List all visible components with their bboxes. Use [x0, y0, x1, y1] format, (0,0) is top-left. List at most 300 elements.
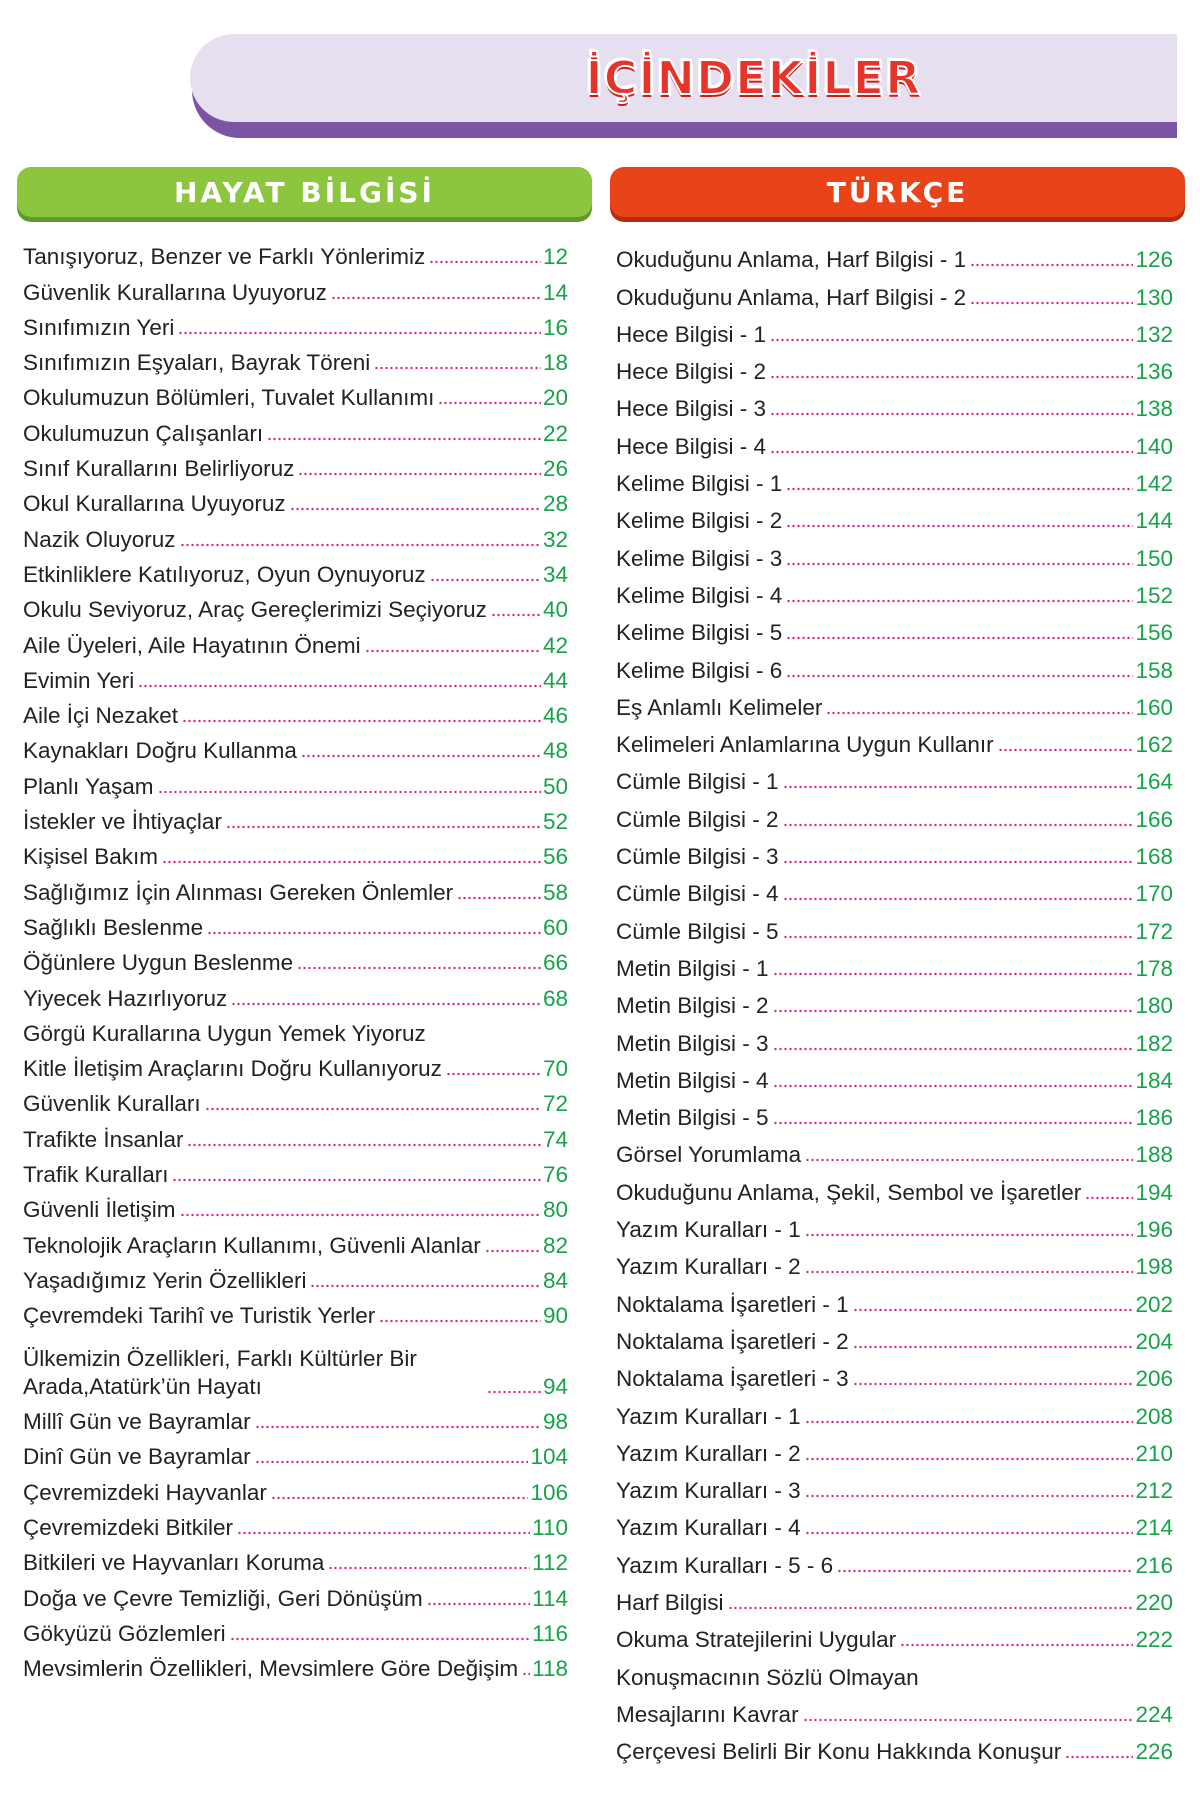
toc-entry-title: İstekler ve İhtiyaçlar: [23, 809, 222, 835]
toc-entry-page-number: 32: [542, 526, 568, 552]
toc-entry-page-number: 40: [542, 597, 568, 623]
dot-leader: [331, 295, 541, 301]
dot-leader: [786, 523, 1133, 529]
toc-entry[interactable]: [23, 1083, 568, 1118]
toc-entry[interactable]: [616, 1095, 1173, 1132]
toc-entry-title: Çevremdeki Tarihî ve Turistik Yerler: [23, 1303, 376, 1329]
toc-entry-page-number: 178: [1135, 955, 1173, 981]
toc-entry-title: Noktalama İşaretleri - 1: [616, 1291, 849, 1317]
toc-entry-title: Okulumuzun Çalışanları: [23, 420, 264, 446]
toc-entry-page-number: 198: [1135, 1254, 1173, 1280]
toc-entry-title: Okuduğunu Anlama, Harf Bilgisi - 1: [616, 247, 967, 273]
dot-leader: [226, 824, 541, 830]
toc-entry-page-number: 72: [542, 1091, 568, 1117]
toc-entry-page-number: 202: [1135, 1291, 1173, 1317]
dot-leader: [805, 1493, 1134, 1499]
toc-entry[interactable]: [616, 722, 1173, 759]
dot-leader: [207, 930, 541, 936]
toc-entry-page-number: 46: [542, 703, 568, 729]
dot-leader: [522, 1671, 530, 1677]
toc-entry[interactable]: [23, 377, 568, 412]
toc-entry[interactable]: [616, 946, 1173, 983]
toc-entry-title: Yiyecek Hazırlıyoruz: [23, 985, 228, 1011]
toc-entry[interactable]: [23, 1048, 568, 1083]
toc-entry-title: Cümle Bilgisi - 5: [616, 918, 779, 944]
toc-entry[interactable]: [616, 871, 1173, 908]
toc-entry-page-number: 118: [532, 1656, 568, 1682]
toc-entry-page-number: 224: [1135, 1701, 1173, 1727]
dot-leader: [487, 1389, 541, 1395]
toc-entry[interactable]: [616, 647, 1173, 684]
toc-entry-title: Okulu Seviyoruz, Araç Gereçlerimizi Seçiyoruz: [23, 597, 487, 623]
dot-leader: [271, 1495, 529, 1501]
toc-entry-title: Cümle Bilgisi - 4: [616, 881, 779, 907]
toc-entry-title: Konuşmacının Sözlü Olmayan: [616, 1664, 919, 1690]
dot-leader: [1085, 1195, 1133, 1201]
toc-entry[interactable]: [23, 977, 568, 1012]
toc-entry-title: Teknolojik Araçların Kullanımı, Güvenli Alanlar: [23, 1232, 481, 1258]
toc-entry-page-number: 112: [532, 1550, 568, 1576]
toc-entry-page-number: 136: [1135, 359, 1173, 385]
toc-entry[interactable]: [616, 1207, 1173, 1244]
toc-entry[interactable]: [23, 448, 568, 483]
toc-entry[interactable]: [23, 801, 568, 836]
toc-entry[interactable]: [616, 498, 1173, 535]
toc-entry[interactable]: [616, 386, 1173, 423]
toc-entry-title: Eş Anlamlı Kelimeler: [616, 694, 823, 720]
toc-entry-title: Güvenlik Kurallarına Uyuyoruz: [23, 279, 327, 305]
page-title: İÇİNDEKİLER: [585, 51, 922, 105]
toc-entry-page-number: 16: [542, 314, 568, 340]
toc-entry[interactable]: [23, 1118, 568, 1153]
toc-entry-title: Kelime Bilgisi - 2: [616, 508, 783, 534]
toc-list-hayat-bilgisi: [23, 236, 568, 1683]
toc-entry[interactable]: [23, 730, 568, 765]
toc-entry-title: Dinî Gün ve Bayramlar: [23, 1444, 251, 1470]
toc-entry-title: Mevsimlerin Özellikleri, Mevsimlere Göre Değişim: [23, 1656, 519, 1682]
dot-leader: [773, 1008, 1134, 1014]
toc-entry-page-number: 50: [542, 773, 568, 799]
toc-entry-title: Hece Bilgisi - 2: [616, 359, 767, 385]
toc-entry-title: Sınıf Kurallarını Belirliyoruz: [23, 456, 295, 482]
toc-entry[interactable]: [616, 1505, 1173, 1542]
dot-leader: [786, 598, 1133, 604]
toc-entry-title: Okulumuzun Bölümleri, Tuvalet Kullanımı: [23, 385, 435, 411]
toc-entry[interactable]: [23, 518, 568, 553]
toc-entry[interactable]: [616, 1281, 1173, 1318]
toc-entry-title: Yazım Kuralları - 2: [616, 1254, 801, 1280]
toc-entry-title: Doğa ve Çevre Temizliği, Geri Dönüşüm: [23, 1585, 423, 1611]
toc-entry-title: Sınıfımızın Yeri: [23, 314, 175, 340]
toc-entry-title: Okuduğunu Anlama, Harf Bilgisi - 2: [616, 284, 967, 310]
toc-entry-page-number: 210: [1135, 1440, 1173, 1466]
toc-entry[interactable]: [616, 461, 1173, 498]
toc-entry[interactable]: [616, 423, 1173, 460]
toc-entry[interactable]: [23, 695, 568, 730]
toc-entry-title: Görsel Yorumlama: [616, 1142, 802, 1168]
toc-entry-title: Aile Üyeleri, Aile Hayatının Önemi: [23, 632, 361, 658]
toc-entry-page-number: 216: [1135, 1552, 1173, 1578]
toc-entry[interactable]: [23, 1436, 568, 1471]
toc-entry-page-number: 74: [542, 1126, 568, 1152]
toc-entry-page-number: 110: [532, 1514, 568, 1540]
toc-entry[interactable]: [23, 660, 568, 695]
toc-entry[interactable]: [23, 1507, 568, 1542]
toc-entry-title: Görgü Kurallarına Uygun Yemek Yiyoruz: [23, 1020, 426, 1046]
dot-leader: [805, 1232, 1134, 1238]
toc-entry[interactable]: [616, 1020, 1173, 1057]
toc-entry-title: Kelime Bilgisi - 5: [616, 620, 783, 646]
toc-entry-page-number: 222: [1135, 1627, 1173, 1653]
toc-entry-title: Okul Kurallarına Uyuyoruz: [23, 491, 286, 517]
toc-entry[interactable]: [616, 1654, 1173, 1691]
toc-entry-title: Cümle Bilgisi - 3: [616, 844, 779, 870]
dot-leader: [231, 1001, 541, 1007]
toc-entry[interactable]: [616, 1692, 1173, 1729]
toc-entry-page-number: 76: [542, 1162, 568, 1188]
dot-leader: [786, 486, 1133, 492]
toc-entry-page-number: 66: [542, 950, 568, 976]
toc-entry-title: Gökyüzü Gözlemleri: [23, 1620, 226, 1646]
dot-leader: [446, 1071, 541, 1077]
toc-entry[interactable]: [23, 1295, 568, 1330]
toc-entry-title: Sınıfımızın Eşyaları, Bayrak Töreni: [23, 350, 371, 376]
dot-leader: [491, 612, 541, 618]
toc-entry[interactable]: [23, 907, 568, 942]
dot-leader: [180, 1212, 541, 1218]
toc-entry-page-number: 152: [1135, 582, 1173, 608]
dot-leader: [457, 895, 541, 901]
toc-entry-page-number: 18: [542, 350, 568, 376]
toc-entry-title: Kelime Bilgisi - 4: [616, 582, 783, 608]
toc-entry-title: Noktalama İşaretleri - 3: [616, 1366, 849, 1392]
toc-entry-page-number: 84: [542, 1267, 568, 1293]
dot-leader: [297, 965, 541, 971]
toc-entry[interactable]: [23, 1224, 568, 1259]
toc-entry-title: Cümle Bilgisi - 2: [616, 806, 779, 832]
toc-entry-title: Güvenli İletişim: [23, 1197, 176, 1223]
toc-entry-page-number: 144: [1135, 508, 1173, 534]
toc-entry-title: Kitle İletişim Araçlarını Doğru Kullanıyoruz: [23, 1056, 442, 1082]
toc-entry[interactable]: [23, 765, 568, 800]
toc-entry[interactable]: [23, 589, 568, 624]
toc-entry-page-number: 106: [530, 1479, 568, 1505]
dot-leader: [805, 1456, 1134, 1462]
toc-entry[interactable]: [616, 535, 1173, 572]
toc-entry[interactable]: [23, 1577, 568, 1612]
dot-leader: [178, 330, 541, 336]
toc-entry[interactable]: [23, 942, 568, 977]
toc-entry-page-number: 140: [1135, 433, 1173, 459]
toc-list-turkce: [616, 237, 1173, 1766]
toc-entry-title: Evimin Yeri: [23, 667, 135, 693]
toc-entry[interactable]: [23, 1013, 568, 1048]
toc-entry-title: Kelime Bilgisi - 6: [616, 657, 783, 683]
toc-entry-page-number: 44: [542, 667, 568, 693]
toc-entry-title: Trafikte İnsanlar: [23, 1126, 184, 1152]
toc-entry-page-number: 194: [1135, 1179, 1173, 1205]
dot-leader: [172, 1177, 541, 1183]
toc-entry[interactable]: [23, 554, 568, 589]
dot-leader: [998, 747, 1134, 753]
toc-entry[interactable]: [616, 983, 1173, 1020]
toc-entry-title: Metin Bilgisi - 3: [616, 1030, 769, 1056]
dot-leader: [328, 1565, 530, 1571]
toc-entry-title: Hece Bilgisi - 1: [616, 321, 767, 347]
toc-entry-page-number: 160: [1135, 694, 1173, 720]
toc-entry[interactable]: [616, 1468, 1173, 1505]
toc-entry[interactable]: [616, 1319, 1173, 1356]
toc-entry-page-number: 156: [1135, 620, 1173, 646]
toc-entry-title: Metin Bilgisi - 4: [616, 1067, 769, 1093]
dot-leader: [837, 1568, 1133, 1574]
toc-entry-page-number: 68: [542, 985, 568, 1011]
toc-entry-title: Metin Bilgisi - 5: [616, 1105, 769, 1131]
toc-entry-page-number: 98: [542, 1409, 568, 1435]
dot-leader: [255, 1459, 529, 1465]
toc-entry-title: Harf Bilgisi: [616, 1589, 724, 1615]
dot-leader: [310, 1283, 541, 1289]
toc-entry-title: Kelimeleri Anlamlarına Uygun Kullanır: [616, 732, 994, 758]
toc-entry-title: Metin Bilgisi - 1: [616, 955, 769, 981]
toc-entry[interactable]: [616, 1580, 1173, 1617]
toc-entry-page-number: 168: [1135, 844, 1173, 870]
dot-leader: [853, 1344, 1134, 1350]
toc-entry-page-number: 82: [542, 1232, 568, 1258]
toc-entry[interactable]: [616, 573, 1173, 610]
toc-entry[interactable]: [23, 1260, 568, 1295]
toc-entry[interactable]: [616, 1617, 1173, 1654]
toc-entry-title: Millî Gün ve Bayramlar: [23, 1409, 251, 1435]
toc-entry[interactable]: [23, 236, 568, 271]
toc-entry[interactable]: [616, 1542, 1173, 1579]
dot-leader: [180, 542, 541, 548]
toc-entry-page-number: 166: [1135, 806, 1173, 832]
toc-entry-title: Yazım Kuralları - 2: [616, 1440, 801, 1466]
toc-entry-page-number: 188: [1135, 1142, 1173, 1168]
dot-leader: [187, 1142, 540, 1148]
toc-entry-title: Etkinliklere Katılıyoruz, Oyun Oynuyoruz: [23, 561, 426, 587]
dot-leader: [783, 784, 1134, 790]
dot-leader: [429, 259, 541, 265]
toc-entry[interactable]: [616, 1244, 1173, 1281]
dot-leader: [365, 648, 541, 654]
toc-entry[interactable]: [616, 834, 1173, 871]
toc-entry-page-number: 204: [1135, 1328, 1173, 1354]
toc-entry-page-number: 70: [542, 1056, 568, 1082]
toc-entry[interactable]: [23, 1648, 568, 1683]
dot-leader: [783, 934, 1134, 940]
toc-entry-page-number: 170: [1135, 881, 1173, 907]
dot-leader: [230, 1636, 531, 1642]
dot-leader: [485, 1248, 541, 1254]
toc-entry-title: Güvenlik Kuralları: [23, 1091, 201, 1117]
toc-entry[interactable]: [616, 274, 1173, 311]
toc-entry[interactable]: [616, 610, 1173, 647]
toc-entry-page-number: 212: [1135, 1478, 1173, 1504]
dot-leader: [301, 753, 541, 759]
toc-entry-page-number: 138: [1135, 396, 1173, 422]
toc-entry-title: Yazım Kuralları - 3: [616, 1478, 801, 1504]
toc-entry-title: Çerçevesi Belirli Bir Konu Hakkında Konuşur: [616, 1739, 1062, 1765]
toc-entry-page-number: 184: [1135, 1067, 1173, 1093]
toc-entry-page-number: 42: [542, 632, 568, 658]
toc-entry-title: Hece Bilgisi - 4: [616, 433, 767, 459]
toc-entry-title: Okuma Stratejilerini Uygular: [616, 1627, 897, 1653]
toc-entry-page-number: 158: [1135, 657, 1173, 683]
toc-entry-page-number: 126: [1135, 247, 1173, 273]
dot-leader: [805, 1419, 1134, 1425]
toc-entry-title: Çevremizdeki Hayvanlar: [23, 1479, 267, 1505]
dot-leader: [805, 1269, 1134, 1275]
dot-leader: [853, 1381, 1134, 1387]
toc-entry[interactable]: [616, 1393, 1173, 1430]
toc-entry[interactable]: [23, 1154, 568, 1189]
dot-leader: [770, 374, 1133, 380]
toc-entry[interactable]: [23, 836, 568, 871]
toc-entry[interactable]: [616, 759, 1173, 796]
toc-entry[interactable]: [616, 685, 1173, 722]
toc-entry-page-number: 132: [1135, 321, 1173, 347]
toc-entry-title: Cümle Bilgisi - 1: [616, 769, 779, 795]
dot-leader: [773, 971, 1134, 977]
toc-entry-title: Tanışıyoruz, Benzer ve Farklı Yönlerimiz: [23, 244, 426, 270]
toc-entry-title: Planlı Yaşam: [23, 773, 154, 799]
dot-leader: [770, 411, 1133, 417]
dot-leader: [182, 718, 541, 724]
toc-entry-title: Kelime Bilgisi - 1: [616, 471, 783, 497]
toc-entry-page-number: 162: [1135, 732, 1173, 758]
toc-entry-page-number: 104: [530, 1444, 568, 1470]
dot-leader: [786, 561, 1133, 567]
toc-entry[interactable]: [616, 1058, 1173, 1095]
dot-leader: [379, 1318, 541, 1324]
dot-leader: [853, 1307, 1134, 1313]
dot-leader: [783, 859, 1134, 865]
toc-entry[interactable]: [616, 1356, 1173, 1393]
dot-leader: [298, 471, 541, 477]
toc-entry-title: Yaşadığımız Yerin Özellikleri: [23, 1267, 307, 1293]
toc-entry-page-number: 180: [1135, 993, 1173, 1019]
toc-entry[interactable]: [23, 307, 568, 342]
dot-leader: [970, 262, 1133, 268]
dot-leader: [427, 1601, 530, 1607]
toc-entry-title: Sağlığımız İçin Alınması Gereken Önlemler: [23, 879, 454, 905]
toc-entry-title: Nazik Oluyoruz: [23, 526, 176, 552]
dot-leader: [205, 1106, 541, 1112]
toc-entry-page-number: 116: [532, 1620, 568, 1646]
toc-entry-page-number: 208: [1135, 1403, 1173, 1429]
toc-entry-title: Mesajlarını Kavrar: [616, 1701, 799, 1727]
dot-leader: [770, 337, 1133, 343]
dot-leader: [430, 577, 541, 583]
toc-entry-page-number: 14: [542, 279, 568, 305]
toc-entry-page-number: 26: [542, 456, 568, 482]
toc-entry[interactable]: [23, 1613, 568, 1648]
toc-entry-title: Ülkemizin Özellikleri, Farklı Kültürler Bir Arada,Atatürk’ün Hayatı: [23, 1345, 417, 1399]
toc-entry-page-number: 56: [542, 844, 568, 870]
toc-entry[interactable]: [616, 237, 1173, 274]
dot-leader: [900, 1642, 1133, 1648]
toc-entry-page-number: 58: [542, 879, 568, 905]
toc-entry[interactable]: [23, 483, 568, 518]
dot-leader: [1065, 1754, 1133, 1760]
toc-entry-page-number: 182: [1135, 1030, 1173, 1056]
toc-entry-page-number: 214: [1135, 1515, 1173, 1541]
toc-entry-page-number: 172: [1135, 918, 1173, 944]
dot-leader: [158, 789, 541, 795]
toc-entry-page-number: 196: [1135, 1217, 1173, 1243]
toc-entry[interactable]: [23, 1330, 568, 1401]
toc-entry-title: Sağlıklı Beslenme: [23, 914, 204, 940]
toc-entry[interactable]: [616, 1431, 1173, 1468]
toc-entry[interactable]: [616, 349, 1173, 386]
dot-leader: [970, 300, 1133, 306]
toc-entry-page-number: 20: [542, 385, 568, 411]
toc-entry-title: Kaynakları Doğru Kullanma: [23, 738, 297, 764]
toc-entry-title: Yazım Kuralları - 1: [616, 1403, 801, 1429]
toc-entry[interactable]: [616, 908, 1173, 945]
toc-entry-page-number: 114: [532, 1585, 568, 1611]
dot-leader: [290, 506, 541, 512]
toc-entry-page-number: 34: [542, 561, 568, 587]
toc-entry[interactable]: [23, 1471, 568, 1506]
toc-entry[interactable]: [23, 271, 568, 306]
toc-entry-title: Metin Bilgisi - 2: [616, 993, 769, 1019]
toc-entry[interactable]: [23, 1401, 568, 1436]
dot-leader: [237, 1530, 530, 1536]
toc-entry[interactable]: [23, 1189, 568, 1224]
toc-entry-title: Öğünlere Uygun Beslenme: [23, 950, 294, 976]
toc-entry[interactable]: [23, 1542, 568, 1577]
dot-leader: [783, 822, 1134, 828]
dot-leader: [773, 1120, 1134, 1126]
toc-entry[interactable]: [23, 624, 568, 659]
toc-entry-title: Kişisel Bakım: [23, 844, 159, 870]
toc-entry[interactable]: [616, 1729, 1173, 1766]
toc-entry[interactable]: [23, 871, 568, 906]
toc-entry-page-number: 48: [542, 738, 568, 764]
dot-leader: [438, 400, 541, 406]
toc-entry[interactable]: [616, 312, 1173, 349]
toc-entry-title: Noktalama İşaretleri - 2: [616, 1328, 849, 1354]
toc-entry-title: Yazım Kuralları - 4: [616, 1515, 801, 1541]
toc-entry[interactable]: [23, 342, 568, 377]
toc-entry[interactable]: [616, 1132, 1173, 1169]
section-header-hayat-bilgisi: HAYAT BİLGİSİ: [17, 167, 592, 217]
toc-entry-title: Yazım Kuralları - 5 - 6: [616, 1552, 834, 1578]
dot-leader: [728, 1605, 1134, 1611]
toc-entry-page-number: 220: [1135, 1589, 1173, 1615]
dot-leader: [770, 449, 1133, 455]
dot-leader: [374, 365, 541, 371]
toc-entry[interactable]: [23, 412, 568, 447]
toc-entry[interactable]: [616, 1169, 1173, 1206]
dot-leader: [162, 859, 541, 865]
dot-leader: [805, 1157, 1133, 1163]
dot-leader: [138, 683, 541, 689]
toc-entry-title: Trafik Kuralları: [23, 1162, 169, 1188]
toc-entry-page-number: 52: [542, 809, 568, 835]
toc-entry-page-number: 80: [542, 1197, 568, 1223]
dot-leader: [786, 673, 1133, 679]
toc-entry-title: Okuduğunu Anlama, Şekil, Sembol ve İşaretler: [616, 1179, 1082, 1205]
toc-entry[interactable]: [616, 796, 1173, 833]
toc-entry-page-number: 130: [1135, 284, 1173, 310]
dot-leader: [783, 896, 1134, 902]
dot-leader: [773, 1046, 1134, 1052]
section-header-turkce: TÜRKÇE: [610, 167, 1185, 217]
